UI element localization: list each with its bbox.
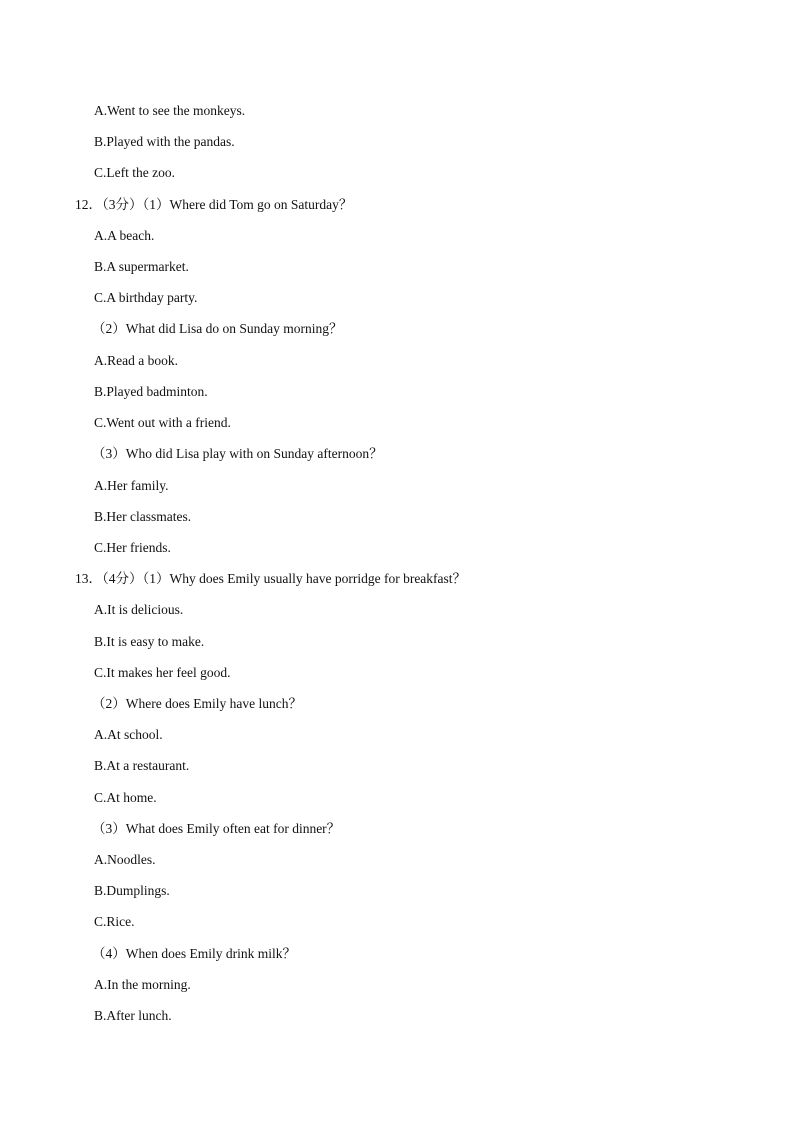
q12-header: 12．（3分）	[75, 197, 143, 212]
q13-sub3-option-a: A.Noodles.	[94, 852, 156, 867]
q13-sub4-question: （4）When does Emily drink milk？	[92, 946, 296, 961]
q13-sub1-option-c: C.It makes her feel good.	[94, 665, 231, 680]
q13-sub3-option-c: C.Rice.	[94, 914, 135, 929]
q13-sub4-option-a: A.In the morning.	[94, 977, 191, 992]
q13-sub4-option-b: B.After lunch.	[94, 1008, 172, 1023]
q11-option-a: A.Went to see the monkeys.	[94, 103, 246, 118]
q12-sub1-option-c: C.A birthday party.	[94, 290, 198, 305]
q12-sub1-option-b: B.A supermarket.	[94, 259, 189, 274]
q12-sub1-question: （1）Where did Tom go on Saturday？	[142, 197, 353, 212]
q12-question-1-line	[75, 197, 352, 213]
q12-sub2-option-c: C.Went out with a friend.	[94, 415, 231, 430]
q12-sub2-option-b: B.Played badminton.	[94, 384, 208, 399]
q13-sub1-option-a: A.It is delicious.	[94, 602, 184, 617]
q13-sub1-question: （1）Why does Emily usually have porridge for breakfast？	[142, 571, 467, 586]
q12-sub3-option-b: B.Her classmates.	[94, 509, 192, 524]
q12-sub3-question: （3）Who did Lisa play with on Sunday afternoon？	[92, 446, 383, 461]
q13-sub2-option-b: B.At a restaurant.	[94, 758, 190, 773]
q13-header: 13．（4分）	[75, 571, 143, 586]
q13-sub2-option-a: A.At school.	[94, 727, 163, 742]
q13-sub3-question: （3）What does Emily often eat for dinner？	[92, 821, 341, 836]
q13-sub2-option-c: C.At home.	[94, 790, 157, 805]
q13-question-1-line	[75, 571, 466, 587]
q11-option-c: C.Left the zoo.	[94, 165, 175, 180]
q12-sub3-option-a: A.Her family.	[94, 478, 169, 493]
q12-sub2-option-a: A.Read a book.	[94, 353, 178, 368]
q13-sub3-option-b: B.Dumplings.	[94, 883, 170, 898]
q12-sub2-question: （2）What did Lisa do on Sunday morning？	[92, 321, 343, 336]
q13-sub1-option-b: B.It is easy to make.	[94, 634, 205, 649]
q12-sub1-option-a: A.A beach.	[94, 228, 155, 243]
q11-option-b: B.Played with the pandas.	[94, 134, 235, 149]
q12-sub3-option-c: C.Her friends.	[94, 540, 171, 555]
q13-sub2-question: （2）Where does Emily have lunch？	[92, 696, 302, 711]
